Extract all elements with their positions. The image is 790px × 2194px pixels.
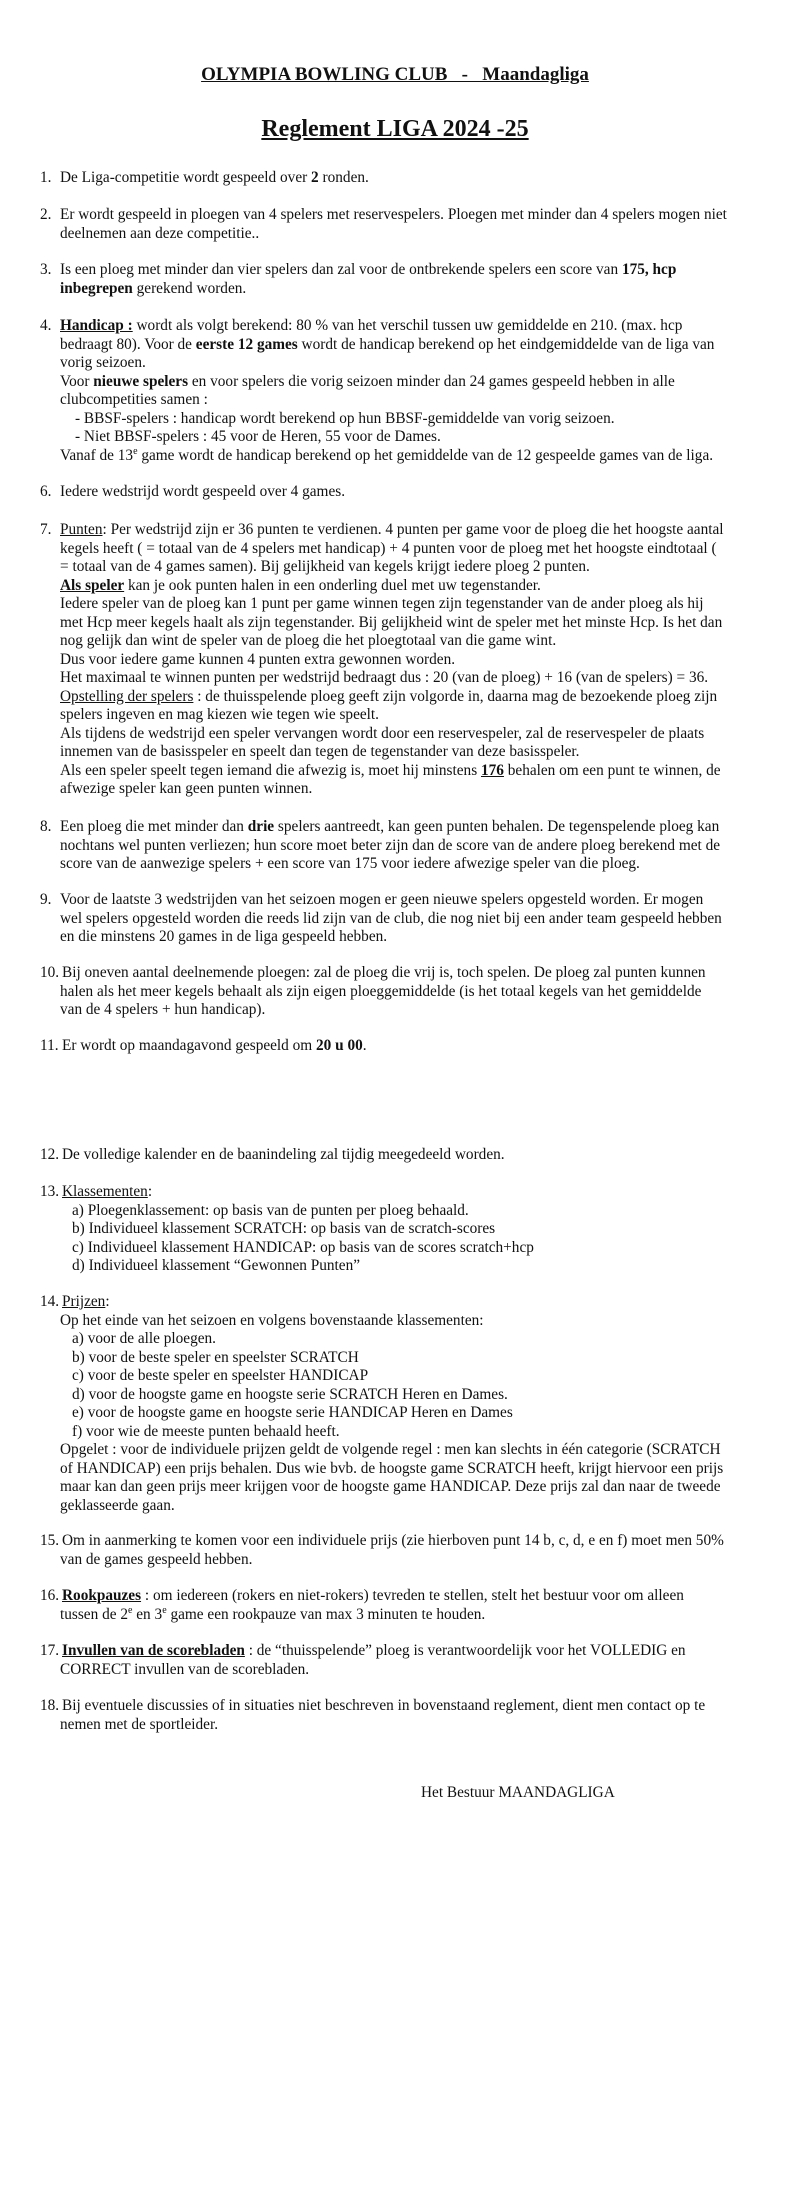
rule-emphasis: inbegrepen	[60, 279, 133, 297]
rule-number: 12.	[40, 1146, 60, 1163]
rule-15	[40, 1532, 760, 1569]
rule-text: ronden.	[318, 169, 369, 186]
rule-subitem: a) voor de alle ploegen.	[72, 1330, 216, 1347]
superscript: e	[127, 1604, 133, 1616]
rule-subitem: c) Individueel klassement HANDICAP: op basis van de scores scratch+hcp	[72, 1238, 534, 1256]
rule-text: Het maximaal te winnen punten per wedstrijd bedraagt dus : 20 (van de ploeg) + 16 (van de spelers) = 36.	[60, 669, 709, 686]
rule-subitem: - BBSF-spelers : handicap wordt berekend op hun BBSF-gemiddelde van vorig seizoen.	[75, 409, 615, 427]
rule-text: Vanaf de 13	[60, 446, 134, 464]
rule-emphasis: drie	[247, 818, 275, 835]
rule-text: De volledige kalender en de baanindeling zal tijdig meegedeeld worden.	[62, 1146, 505, 1163]
rule-number: 17.	[40, 1642, 60, 1659]
rule-text: kegels heeft ( = totaal van de 4 spelers met handicap) + 4 punten voor de ploeg met het hoogste eindtotaal (	[60, 539, 717, 557]
rule-text: : Per wedstrijd zijn er 36 punten te verdienen. 4 punten per game voor de ploeg die het hoogste aantal	[102, 521, 724, 538]
rule-text: Bij oneven aantal deelnemende ploegen: zal de ploeg die vrij is, toch spelen. De ploeg zal punten kunnen	[62, 964, 706, 981]
rule-text: bedraagt 80). Voor de	[60, 335, 196, 353]
rule-6	[40, 483, 760, 502]
rule-text: Er wordt op maandagavond gespeeld om	[62, 1037, 317, 1054]
rule-text: Als tijdens de wedstrijd een speler vervangen wordt door een reservespeler, zal de reservespeler de plaats	[60, 724, 705, 742]
rule-emphasis: eerste 12 games	[195, 335, 298, 353]
rule-text: De Liga-competitie wordt gespeeld over	[60, 169, 312, 186]
rule-number: 10.	[40, 964, 60, 981]
rule-text: maar kan dan geen prijs meer krijgen voor de hoogste game HANDICAP. Deze prijs zal dan naar de tweede	[60, 1478, 721, 1495]
rule-4-handicap	[40, 317, 760, 465]
rule-2	[40, 206, 760, 243]
rule-text: : om iedereen (rokers en niet-rokers) tevreden te stellen, stelt het bestuur voor om alleen	[141, 1587, 684, 1604]
rule-10	[40, 964, 760, 1020]
rule-text: Iedere speler van de ploeg kan 1 punt per game winnen tegen zijn tegenstander van de ander ploeg als hij	[60, 595, 704, 612]
rule-text: deelnemen aan deze competitie..	[60, 224, 260, 242]
rule-text: score van de aanwezige spelers + een score van 175 voor iedere afwezige speler van die ploeg.	[60, 855, 640, 872]
rule-text: geklasseerde gaan.	[60, 1496, 175, 1514]
rule-3	[40, 261, 760, 298]
rule-8	[40, 818, 760, 874]
rule-17-scorebladen	[40, 1642, 760, 1679]
rule-number: 9.	[40, 891, 52, 908]
rule-subitem: d) voor de hoogste game en hoogste serie SCRATCH Heren en Dames.	[72, 1385, 508, 1403]
rule-subitem: a) Ploegenklassement: op basis van de punten per ploeg behaald.	[72, 1201, 469, 1219]
rule-number: 8.	[40, 818, 52, 835]
rule-1	[40, 169, 760, 188]
signature: Het Bestuur MAANDAGLIGA	[421, 1784, 615, 1801]
superscript: e	[162, 1604, 167, 1616]
rule-13-klassementen	[40, 1183, 760, 1276]
rule-text: of HANDICAP) een prijs behalen. Dus wie bvb. de hoogste game SCRATCH heeft, krijgt hiervoor een prijs	[60, 1459, 724, 1477]
rule-text: Op het einde van het seizoen en volgens bovenstaande klassementen:	[60, 1311, 484, 1329]
rule-number: 6.	[40, 483, 52, 500]
rule-text: :	[105, 1293, 110, 1310]
rule-number: 4.	[40, 317, 52, 334]
rule-text: wel spelers opgesteld worden die reeds lid zijn van de club, die nog niet bij een ander team gespeeld hebben	[60, 909, 722, 927]
rule-text: behalen om een punt te winnen, de	[503, 761, 721, 779]
rule-number: 2.	[40, 206, 52, 223]
rule-18	[40, 1697, 760, 1734]
rule-text: kan je ook punten halen in een onderling duel met uw tegenstander.	[124, 576, 541, 594]
rule-text: Dus voor iedere game kunnen 4 punten extra gewonnen worden.	[60, 650, 456, 668]
rule-number: 3.	[40, 261, 52, 278]
rule-14-prijzen	[40, 1293, 760, 1515]
rule-text: Voor de laatste 3 wedstrijden van het seizoen mogen er geen nieuwe spelers opgesteld worden. Er mogen	[60, 891, 704, 908]
rule-text: nemen met de sportleider.	[60, 1715, 219, 1733]
rule-number: 15.	[40, 1532, 60, 1549]
rule-heading: Handicap :	[60, 317, 133, 334]
rule-text: Er wordt gespeeld in ploegen van 4 spelers met reservespelers. Ploegen met minder dan 4 spelers mogen niet	[60, 206, 727, 223]
rule-text: : de thuisspelende ploeg geeft zijn volgorde in, daarna mag de bezoekende ploeg zijn	[193, 687, 718, 705]
rule-text: Als een speler speelt tegen iemand die afwezig is, moet hij minstens	[60, 761, 481, 779]
rule-text: Bij eventuele discussies of in situaties niet beschreven in bovenstaand reglement, dient men contact op te	[62, 1697, 706, 1714]
rule-heading: Invullen van de scorebladen	[62, 1642, 245, 1659]
rule-subitem: f) voor wie de meeste punten behaald heeft.	[72, 1422, 340, 1440]
rule-text: en voor spelers die vorig seizoen minder dan 24 games gespeeld hebben in alle	[188, 372, 675, 390]
rule-text: innemen van de basisspeler en speelt dan tegen de tegenstander van deze basisspeler.	[60, 743, 580, 760]
rule-text: wordt als volgt berekend: 80 % van het verschil tussen uw gemiddelde en 210. (max. hcp	[132, 317, 683, 334]
rule-emphasis: 175, hcp	[621, 261, 677, 278]
rule-text: game wordt de handicap berekend op het gemiddelde van de 12 gespeelde games van de liga.	[137, 446, 714, 464]
rule-heading: Prijzen	[62, 1293, 106, 1310]
rule-text: Is een ploeg met minder dan vier spelers dan zal voor de ontbrekende spelers een score van	[60, 261, 622, 278]
rule-subitem: b) Individueel klassement SCRATCH: op basis van de scratch-scores	[72, 1220, 496, 1237]
rule-text: van de games gespeeld hebben.	[60, 1550, 253, 1568]
rule-emphasis: 2	[311, 169, 319, 186]
rule-text: game een rookpauze van max 3 minuten te houden.	[166, 1605, 486, 1623]
rule-text: van de 4 spelers + hun handicap).	[60, 1001, 266, 1018]
rule-text: tussen de 2	[60, 1605, 128, 1623]
rule-text: en die minstens 20 games in de liga gespeeld hebben.	[60, 928, 388, 945]
rule-heading: Als speler	[60, 576, 125, 594]
rule-subitem: - Niet BBSF-spelers : 45 voor de Heren, 55 voor de Dames.	[75, 428, 441, 445]
rule-subitem: e) voor de hoogste game en hoogste serie HANDICAP Heren en Dames	[72, 1404, 513, 1421]
rule-text: nochtans wel punten verliezen; hun score moet beter zijn dan de score van de andere ploeg berekend met de	[60, 836, 721, 854]
rule-number: 14.	[40, 1293, 60, 1310]
rule-heading: Klassementen	[62, 1183, 148, 1200]
rule-16-rookpauzes	[40, 1587, 760, 1624]
rule-emphasis: 176	[480, 761, 504, 779]
rule-12	[40, 1146, 760, 1165]
rule-text: CORRECT invullen van de scorebladen.	[60, 1660, 310, 1678]
rule-text: halen als het meer kegels behaalt als zijn eigen ploeggemiddelde (is het totaal kegels van het gemiddelde	[60, 982, 702, 1000]
rule-9	[40, 891, 760, 947]
rule-text: clubcompetities samen :	[60, 391, 208, 408]
rule-number: 7.	[40, 521, 52, 538]
rule-text: spelers aantreedt, kan geen punten behalen. De tegenspelende ploeg kan	[274, 818, 720, 835]
club-title: OLYMPIA BOWLING CLUB - Maandagliga	[201, 64, 589, 85]
rule-number: 1.	[40, 169, 52, 186]
rule-text: Een ploeg die met minder dan	[60, 818, 248, 835]
rule-text: en 3	[132, 1605, 163, 1623]
rule-number: 13.	[40, 1183, 60, 1200]
document-title: Reglement LIGA 2024 -25	[261, 116, 529, 142]
rule-text: .	[362, 1037, 367, 1054]
rule-7-punten	[40, 521, 760, 799]
rule-text: = totaal van de 4 games samen). Bij gelijkheid van kegels krijgt iedere ploeg 2 punten.	[60, 558, 590, 575]
rule-text: : de “thuisspelende” ploeg is verantwoordelijk voor het VOLLEDIG en	[244, 1642, 686, 1659]
rule-text: vorig seizoen.	[60, 354, 146, 371]
rule-text: wordt de handicap berekend op het eindgemiddelde van de liga van	[297, 335, 715, 353]
rule-subitem: b) voor de beste speler en speelster SCRATCH	[72, 1348, 359, 1366]
rule-number: 18.	[40, 1697, 60, 1714]
rule-subitem: c) voor de beste speler en speelster HANDICAP	[72, 1367, 369, 1384]
rule-text: met Hcp meer kegels haalt als zijn tegenstander. Bij gelijkheid wint de speler met het minste Hcp. Is het dan	[60, 613, 723, 631]
superscript: e	[133, 445, 138, 457]
rule-text: nog gelijk dan wint de speler van de ploeg die het ploegtotaal van die game wint.	[60, 632, 557, 649]
rule-subitem: d) Individueel klassement “Gewonnen Punten”	[72, 1257, 361, 1274]
rule-text: Voor	[60, 372, 94, 390]
rule-number: 11.	[40, 1037, 59, 1054]
rule-text: Opgelet : voor de individuele prijzen geldt de volgende regel : men kan slechts in één categorie (SCRATCH	[60, 1441, 721, 1458]
rule-heading: Punten	[60, 521, 103, 538]
rule-text: gerekend worden.	[132, 279, 247, 297]
rule-text: Om in aanmerking te komen voor een individuele prijs (zie hierboven punt 14 b, c, d, e en f) moet men 50%	[62, 1532, 724, 1549]
rule-emphasis: 20 u 00	[316, 1037, 363, 1054]
rule-text: :	[147, 1183, 153, 1200]
rule-emphasis: nieuwe spelers	[93, 372, 189, 390]
rule-11	[40, 1037, 760, 1056]
rule-number: 16.	[40, 1587, 60, 1604]
rule-heading: Opstelling der spelers	[60, 687, 194, 705]
rule-text: afwezige speler kan geen punten winnen.	[60, 780, 313, 797]
rule-text: spelers ingeven en mag kiezen wie tegen wie speelt.	[60, 706, 379, 723]
rule-heading: Rookpauzes	[62, 1587, 142, 1604]
rule-text: Iedere wedstrijd wordt gespeeld over 4 games.	[60, 483, 346, 500]
